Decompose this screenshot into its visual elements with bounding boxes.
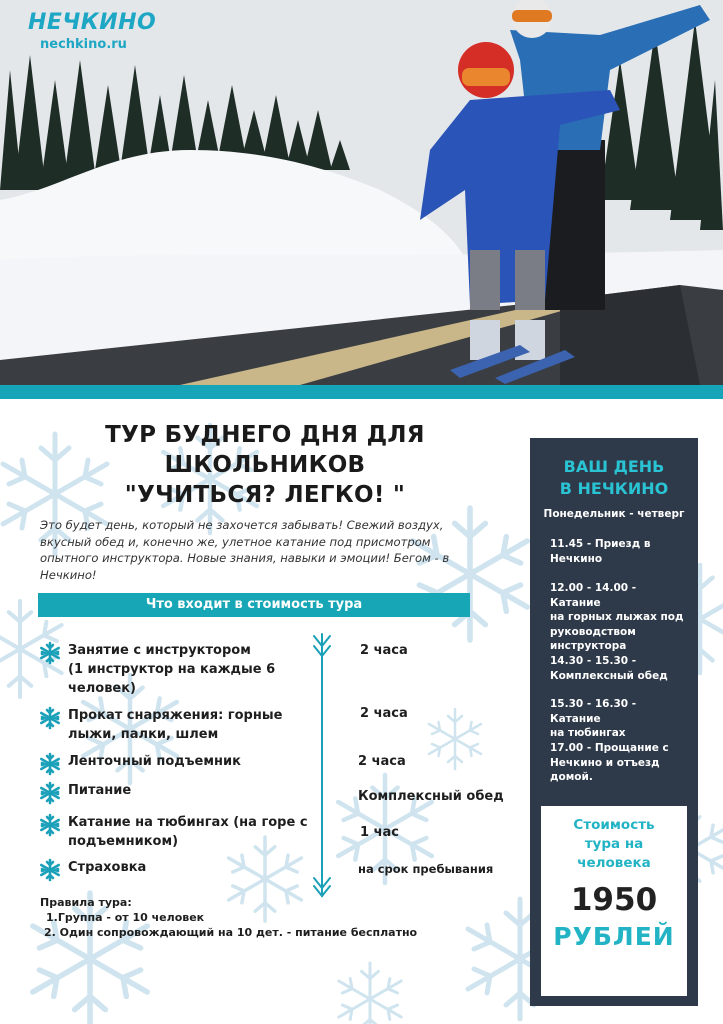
title-line-2: ШКОЛЬНИКОВ: [164, 452, 366, 478]
panel-subtitle: Понедельник - четверг: [543, 508, 685, 520]
schedule-item: 14.30 - 15.30 - Комплексный обед: [550, 655, 668, 682]
schedule-item: 12.00 - 14.00 - Катание на горных лыжах под руководством инструктора: [550, 582, 684, 652]
price-currency: РУБЛЕЙ: [553, 922, 675, 951]
schedule-item: 17.00 - Прощание с Нечкино и отъезд домой.: [550, 742, 669, 783]
item-label: Занятие с инструктором (1 инструктор на каждые 6 человек): [68, 643, 276, 696]
rule-item: 1.Группа - от 10 человек: [46, 911, 205, 924]
snowflake-icon: [38, 641, 62, 665]
arrow-divider-icon: [310, 632, 334, 900]
rules-title: Правила тура:: [40, 896, 132, 909]
snowflake-icon: [38, 813, 62, 837]
rule-item: 2. Один сопровождающий на 10 дет. - питание бесплатно: [44, 926, 418, 939]
section-title: Что входит в стоимость тура: [38, 593, 470, 617]
hero-photo: [0, 0, 723, 385]
item-value: Комплексный обед: [358, 789, 504, 804]
skiing-photo: [0, 0, 723, 385]
item-label: Катание на тюбингах (на горе с подъемником): [68, 815, 308, 849]
divider-strip: [0, 385, 723, 399]
item-label: Прокат снаряжения: горные лыжи, палки, шлем: [68, 708, 283, 742]
price-box: [541, 806, 687, 996]
item-label: Ленточный подъемник: [68, 754, 241, 769]
item-value: 1 час: [360, 825, 399, 840]
panel-title: ВАШ ДЕНЬ В НЕЧКИНО: [559, 457, 669, 498]
price-amount: 1950: [570, 882, 658, 918]
schedule-item: 11.45 - Приезд в Нечкино: [550, 538, 651, 565]
tour-rules: [40, 895, 480, 940]
item-value: 2 часа: [360, 643, 408, 658]
snowflake-icon: [38, 752, 62, 776]
brand-url[interactable]: nechkino.ru: [40, 37, 127, 52]
snowflake-icon: [38, 706, 62, 730]
intro-text: Это будет день, который не захочется забывать! Свежий воздух, вкусный обед и, конечно же, улетное катание под присмотром опытного инструктора. Новые знания, навыки и эмоции! Бегом - в Нечкино!: [40, 518, 450, 582]
snowflake-icon: [38, 858, 62, 882]
item-value: на срок пребывания: [358, 862, 494, 876]
schedule-item: 15.30 - 16.30 - Катание на тюбингах: [550, 698, 637, 739]
brand-name: НЕЧКИНО: [28, 10, 157, 35]
item-label: Питание: [68, 783, 132, 798]
price-label: Стоимость тура на человека: [573, 817, 655, 871]
item-value: 2 часа: [360, 706, 408, 721]
item-value: 2 часа: [358, 754, 406, 769]
title-line-1: ТУР БУДНЕГО ДНЯ ДЛЯ: [105, 422, 425, 448]
page-title: [40, 420, 490, 510]
schedule-panel: [530, 438, 698, 1006]
title-line-3: "УЧИТЬСЯ? ЛЕГКО! ": [124, 482, 406, 508]
brand-logo[interactable]: [28, 10, 156, 52]
item-label: Страховка: [68, 860, 147, 875]
snowflake-icon: [38, 781, 62, 805]
